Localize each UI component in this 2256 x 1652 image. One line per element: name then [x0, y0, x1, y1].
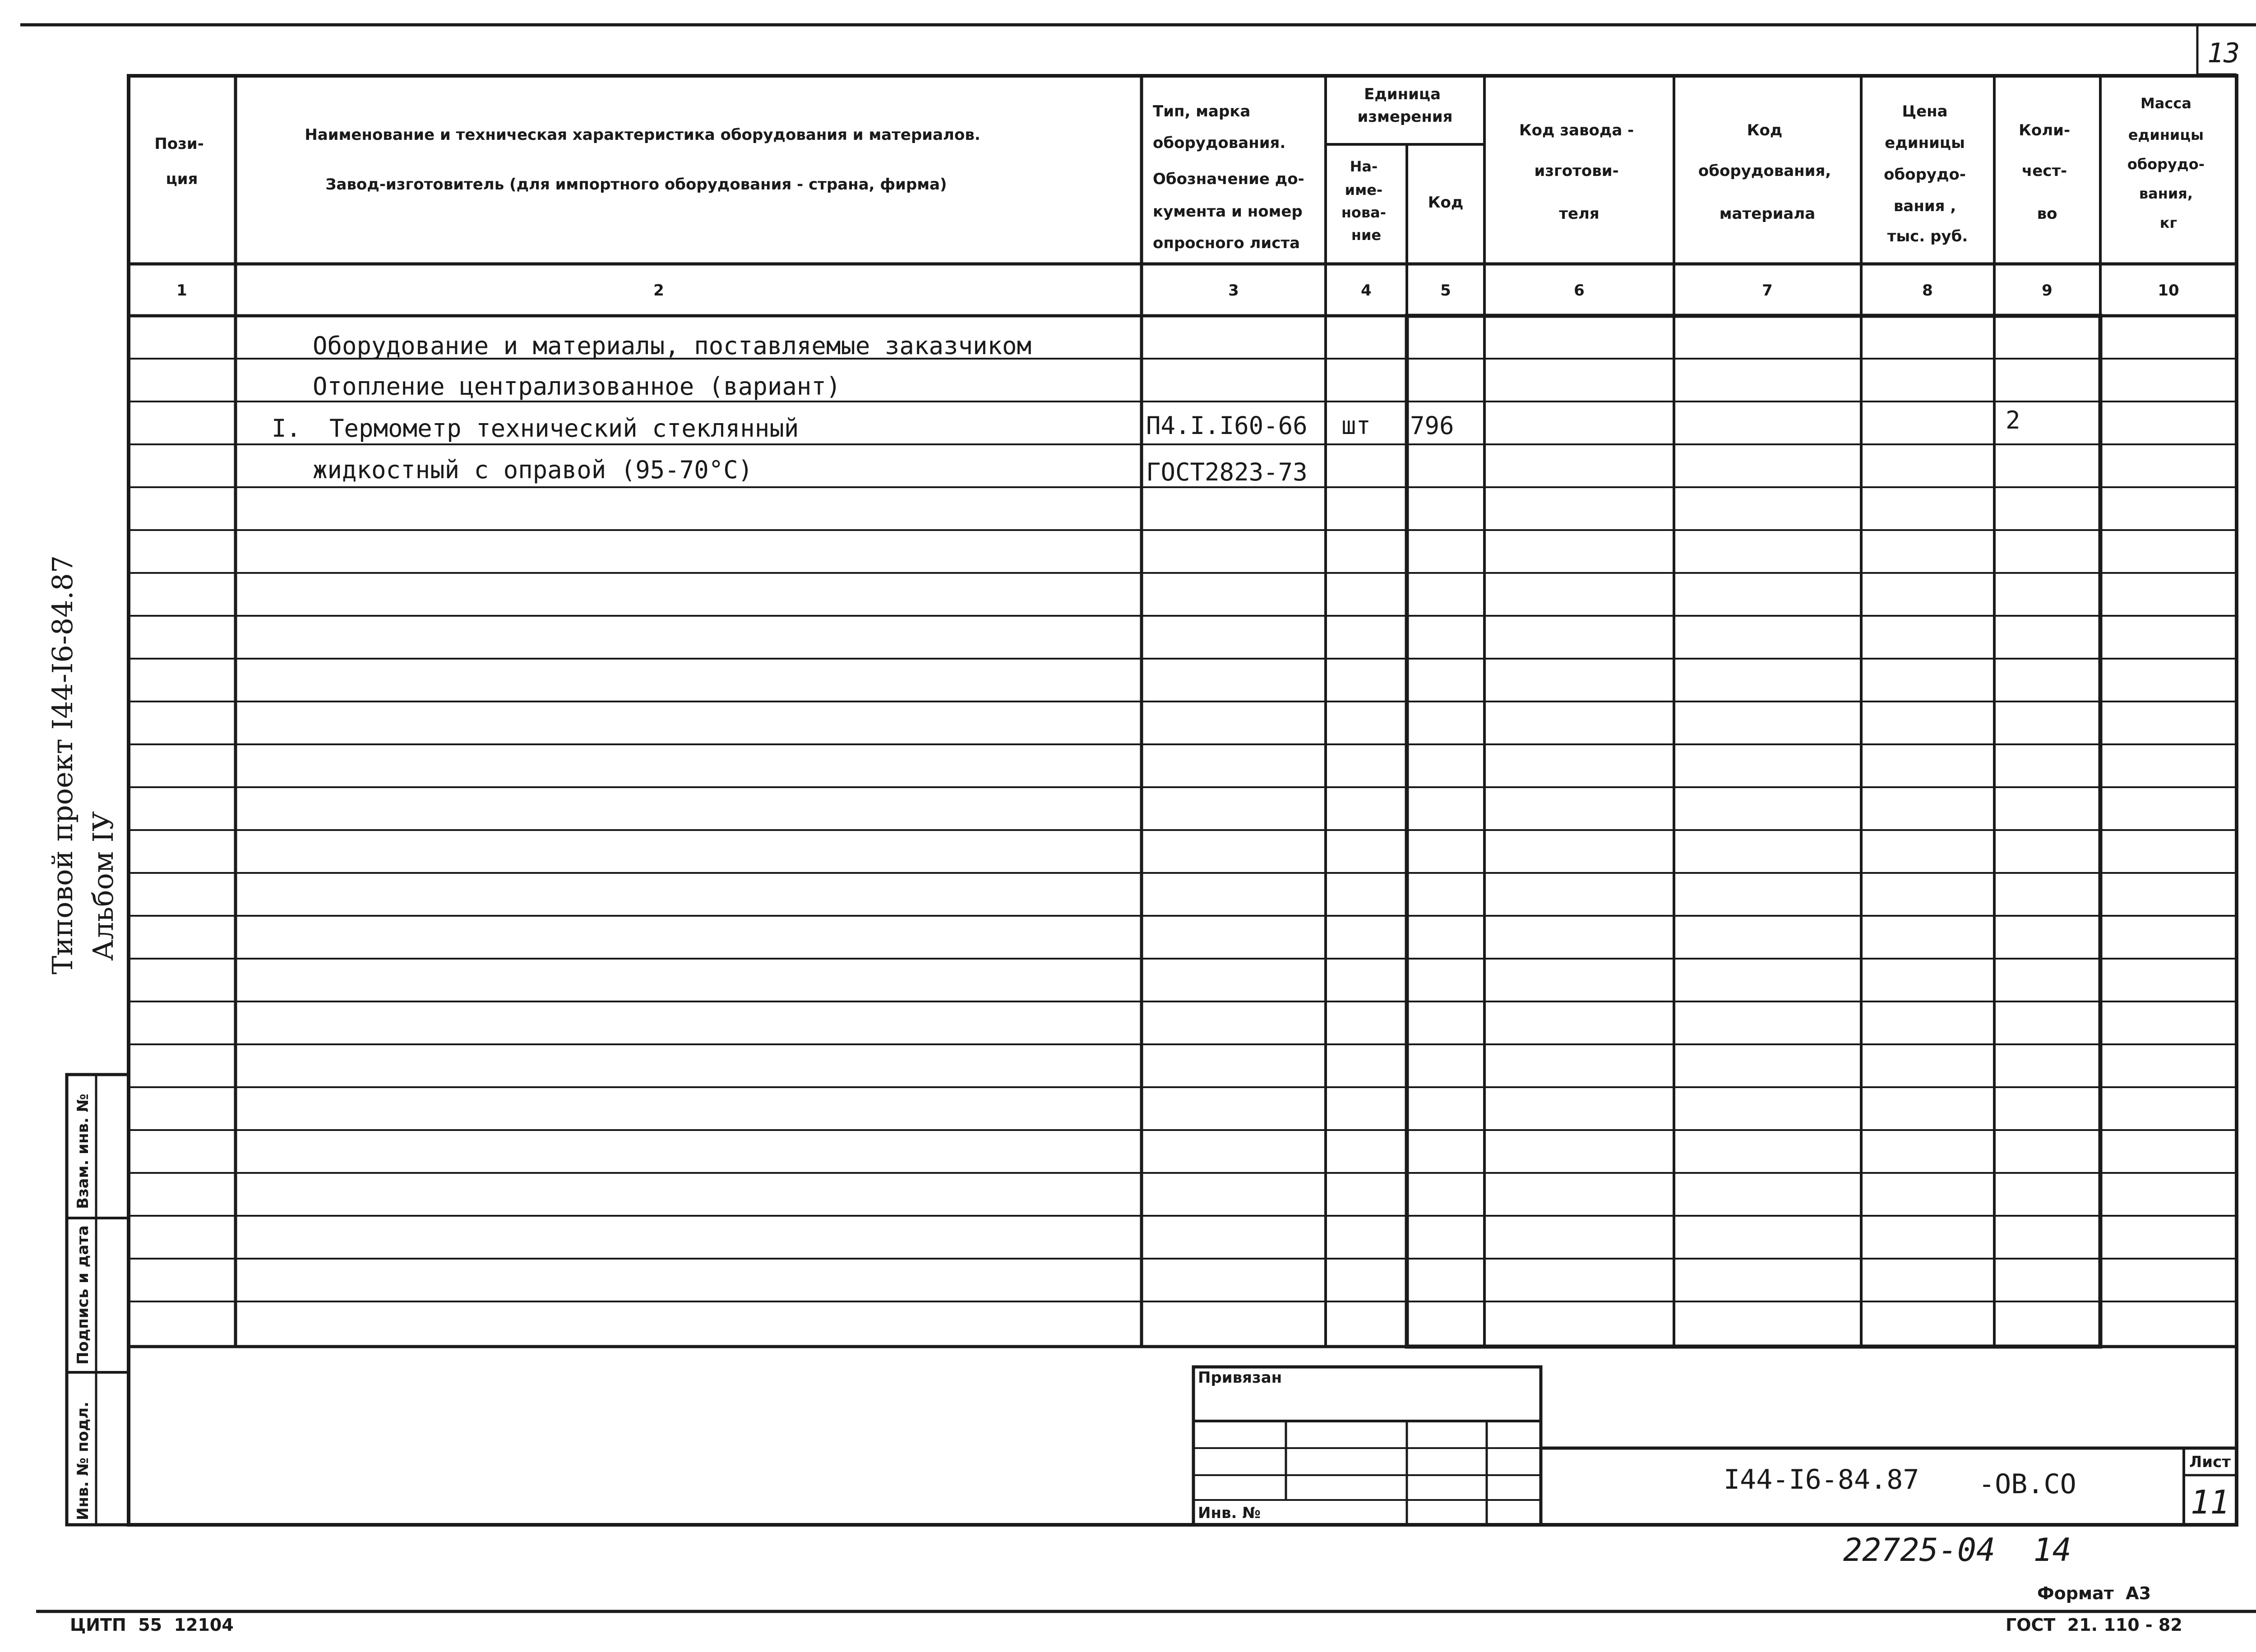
header-col10-line: вания,: [2139, 185, 2193, 202]
header-col5: Код: [1428, 194, 1464, 212]
row-unit: шт: [1341, 411, 1371, 440]
column-number: 1: [176, 281, 187, 300]
footer-gost: ГОСТ 21. 110 - 82: [2006, 1615, 2182, 1635]
sheet-number: 11: [2190, 1483, 2230, 1521]
header-col10-line: оборудо-: [2127, 156, 2205, 173]
side-label-album: Альбом IУ: [87, 811, 120, 961]
header-col2-line: Наименование и техническая характеристика оборудования и материалов.: [305, 126, 980, 144]
header-col4-line: На-: [1350, 158, 1378, 175]
row-code: 796: [1410, 411, 1454, 440]
svg-text:Код оборудования,: [1698, 121, 1836, 223]
header-col7-line: оборудования,: [1698, 162, 1831, 180]
column-number: 4: [1361, 281, 1372, 300]
column-number: 5: [1440, 281, 1451, 300]
row-position: I.: [272, 414, 301, 443]
header-unit-line: Единица: [1364, 85, 1441, 103]
header-col4-line: име-: [1345, 181, 1383, 198]
svg-text:Коли- чест- во: [2019, 121, 2076, 223]
row-name: Отопление централизованное (вариант): [313, 372, 841, 401]
column-number: 2: [653, 281, 664, 300]
header-col8-line: оборудо-: [1884, 166, 1966, 184]
header-col3-line: кумента и номер: [1153, 203, 1303, 221]
header-col3-line: Тип, марка: [1153, 102, 1251, 120]
header-col4-line: нова-: [1341, 204, 1387, 221]
stamp-podpis-data: Подпись и дата: [74, 1225, 92, 1365]
column-number: 7: [1762, 281, 1773, 300]
stamp-vzam-inv: Взам. инв. №: [74, 1094, 92, 1209]
header-col10-line: единицы: [2128, 126, 2204, 143]
header-col1-line: ция: [166, 170, 198, 188]
header-col8-line: единицы: [1885, 134, 1965, 152]
row-qty: 2: [2006, 406, 2020, 434]
table-body: [272, 332, 2020, 486]
header-col8-line: тыс. руб.: [1887, 227, 1968, 245]
column-number: 3: [1228, 281, 1239, 300]
table-frame: [129, 76, 2237, 1525]
column-number: 8: [1922, 281, 1933, 300]
row-type: П4.I.I60-66: [1146, 411, 1308, 440]
header-col10-line: Масса: [2140, 95, 2191, 112]
footer-format: Формат А3: [2037, 1583, 2151, 1603]
side-label-project: Типовой проект I44-I6-84.87: [46, 555, 79, 974]
column-number: 10: [2158, 281, 2179, 300]
header-col3-line: опросного листа: [1153, 234, 1300, 252]
column-number: 9: [2042, 281, 2053, 300]
stamp-inv-podl: Инв. № подл.: [74, 1401, 92, 1520]
header-unit-line: измерения: [1357, 108, 1453, 126]
row-type: ГОСТ2823-73: [1146, 458, 1308, 486]
header-col9-line: Коли-: [2019, 121, 2071, 139]
doc-suffix: -ОВ.СО: [1979, 1468, 2076, 1500]
svg-text:Пози- ция: [154, 135, 209, 188]
handwritten-number: 22725-04 14: [1843, 1532, 2071, 1569]
header-col6-line: изготови-: [1534, 162, 1619, 180]
sheet-label: Лист: [2189, 1453, 2231, 1471]
header-col6-line: Код завода -: [1519, 121, 1634, 139]
svg-text:Код завода - изготови-: [1519, 121, 1639, 223]
header-col2-line: Завод-изготовитель (для импортного оборудования - страна, фирма): [325, 175, 947, 194]
column-number: 6: [1574, 281, 1585, 300]
header-col10-line: кг: [2159, 214, 2177, 231]
header-col3-line: оборудования.: [1153, 134, 1286, 152]
header-col6-line: теля: [1559, 205, 1600, 223]
header-col9-line: чест-: [2021, 162, 2067, 180]
title-inv-no: Инв. №: [1198, 1504, 1261, 1522]
svg-text:Цена единицы обору: [1884, 102, 1971, 245]
svg-text:Наименование и техническая хар: [305, 126, 985, 194]
footer-left: ЦИТП 55 12104: [70, 1615, 234, 1635]
row-name: Термометр технический стеклянный: [329, 414, 799, 443]
table-header: [154, 85, 2210, 252]
header-col1-line: Пози-: [154, 135, 204, 153]
svg-text:На- име- нова-: [1341, 158, 1391, 244]
column-numbers: [176, 281, 2179, 300]
svg-text:Единица измерения: [1358, 85, 1453, 126]
row-name: жидкостный с оправой (95-70°С): [313, 456, 753, 484]
doc-code: I44-I6-84.87: [1724, 1464, 1919, 1495]
header-col7-line: Код: [1747, 121, 1783, 139]
title-privyazan: Привязан: [1198, 1369, 1282, 1387]
header-col4-line: ние: [1351, 226, 1382, 244]
header-col9-line: во: [2037, 205, 2057, 223]
svg-text:Масса единицы обор: [2127, 95, 2210, 231]
header-col8-line: Цена: [1902, 102, 1948, 120]
header-col7-line: материала: [1719, 205, 1816, 223]
page-number-top: 13: [2207, 37, 2240, 69]
row-name: Оборудование и материалы, поставляемые заказчиком: [313, 332, 1032, 360]
header-col3-line: Обозначение до-: [1153, 170, 1304, 188]
svg-text:Тип, марка оборудов: [1153, 102, 1310, 252]
header-col8-line: вания ,: [1893, 197, 1956, 215]
